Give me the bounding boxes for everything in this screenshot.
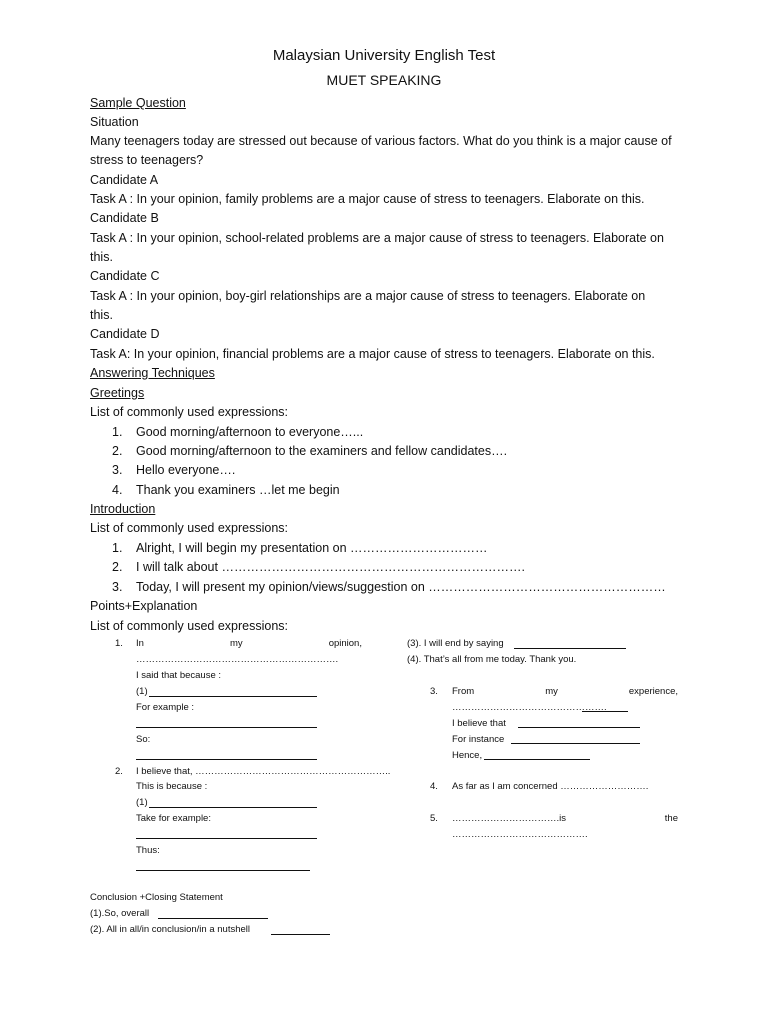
point-1-reason-blank (149, 696, 317, 697)
candidate-a-task: Task A : In your opinion, family problems are a major cause of stress to teenagers. Elaborate on this. (90, 192, 645, 206)
point-3-instance-blank (511, 743, 640, 744)
ending-4-text: (4). That’s all from me today. Thank you. (407, 654, 577, 665)
greeting-item: Hello everyone…. (136, 463, 236, 477)
point-1-opening (136, 638, 362, 650)
conclusion-1-label: (1).So, overall (90, 908, 150, 919)
point-3-hence-blank (484, 759, 590, 760)
candidate-d-label: Candidate D (90, 327, 160, 341)
page-subtitle: MUET SPEAKING (326, 72, 442, 88)
situation-label: Situation (90, 115, 139, 129)
point-3-believe-blank (518, 727, 640, 728)
introduction-item: I will talk about ………………………………………………………………. (136, 560, 525, 574)
point-1-reason-label: (1) (136, 686, 148, 697)
greeting-item: Good morning/afternoon to everyone…... (136, 425, 364, 439)
point-2-believe: I believe that, …………………………………………………….. (136, 766, 391, 777)
point-2-reason-blank (149, 807, 317, 808)
introduction-number: 1. (112, 541, 123, 555)
point-1-word: In (136, 638, 144, 649)
conclusion-2-label: (2). All in all/in conclusion/in a nutshell (90, 924, 251, 935)
introduction-heading: Introduction (90, 502, 156, 516)
point-1-number: 1. (115, 638, 123, 649)
point-5-word: …………………………….is (452, 813, 566, 824)
point-1-example-label: For example : (136, 702, 195, 713)
point-2-thus-label: Thus: (136, 845, 160, 856)
point-4-text: As far as I am concerned ………………………. (452, 781, 649, 792)
point-2-number: 2. (115, 766, 123, 777)
introduction-intro: List of commonly used expressions: (90, 521, 289, 535)
point-4-number: 4. (430, 781, 438, 792)
greetings-intro: List of commonly used expressions: (90, 405, 289, 419)
greeting-number: 4. (112, 483, 123, 497)
point-2-thus-blank (136, 870, 310, 871)
candidate-c-label: Candidate C (90, 269, 160, 283)
greeting-number: 3. (112, 463, 123, 477)
greetings-heading: Greetings (90, 386, 145, 400)
point-1-word: my (229, 638, 243, 649)
point-1-so-blank (136, 759, 317, 760)
point-1-example-blank (136, 727, 317, 728)
point-5-dots: ……………………………………. (452, 829, 588, 840)
ending-3-label: (3). I will end by saying (407, 638, 504, 649)
candidate-b-label: Candidate B (90, 211, 159, 225)
candidate-a-label: Candidate A (90, 173, 159, 187)
point-3-word: From (452, 686, 475, 697)
points-explanation-heading: Points+Explanation (90, 599, 198, 613)
introduction-number: 3. (112, 580, 123, 594)
candidate-c-task-line-2: this. (90, 308, 113, 322)
point-3-word: my (545, 686, 558, 697)
point-3-number: 3. (430, 686, 438, 697)
situation-line-2: stress to teenagers? (90, 153, 204, 167)
point-2-example-label: Take for example: (136, 813, 211, 824)
sample-question-heading: Sample Question (90, 96, 186, 110)
point-5-number: 5. (430, 813, 438, 824)
candidate-c-task-line-1: Task A : In your opinion, boy-girl relationships are a major cause of stress to teenagers. Elaborate on (90, 289, 646, 303)
candidate-d-task: Task A: In your opinion, financial problems are a major cause of stress to teenagers. Elaborate on this. (90, 347, 655, 361)
greeting-item: Good morning/afternoon to the examiners and fellow candidates…. (136, 444, 508, 458)
introduction-item: Alright, I will begin my presentation on …………………………… (136, 541, 488, 555)
conclusion-1-blank (158, 918, 268, 919)
introduction-number: 2. (112, 560, 123, 574)
conclusion-heading: Conclusion +Closing Statement (90, 892, 223, 903)
ending-3-blank (514, 648, 626, 649)
point-1-word: opinion, (328, 638, 362, 649)
situation-line-1: Many teenagers today are stressed out because of various factors. What do you think is a major cause of (90, 134, 672, 148)
point-1-because: I said that because : (136, 670, 222, 681)
answering-techniques-heading: Answering Techniques (90, 366, 215, 380)
point-2-example-blank (136, 838, 317, 839)
point-3-opening (452, 686, 678, 698)
point-1-dots: ………………………………………………………. (136, 654, 339, 665)
page-title: Malaysian University English Test (272, 47, 496, 64)
point-3-dots: …………………………………………. (452, 702, 607, 713)
point-3-instance-label: For instance (452, 734, 505, 745)
point-5-opening (452, 813, 678, 825)
point-2-because: This is because : (136, 781, 208, 792)
point-3-dots-blank (582, 711, 628, 712)
conclusion-2-blank (271, 934, 330, 935)
point-1-so-label: So: (136, 734, 151, 745)
point-5-word: the (664, 813, 678, 824)
greeting-item: Thank you examiners …let me begin (136, 483, 340, 497)
introduction-item: Today, I will present my opinion/views/suggestion on ………………………………………………… (136, 580, 666, 594)
candidate-b-task-line-1: Task A : In your opinion, school-related problems are a major cause of stress to teenagers. Elaborate on (90, 231, 664, 245)
point-2-reason-label: (1) (136, 797, 148, 808)
point-3-believe-label: I believe that (452, 718, 506, 729)
point-3-word: experience, (628, 686, 678, 697)
points-explanation-intro: List of commonly used expressions: (90, 619, 289, 633)
point-3-hence-label: Hence, (452, 750, 483, 761)
candidate-b-task-line-2: this. (90, 250, 113, 264)
greeting-number: 1. (112, 425, 123, 439)
greeting-number: 2. (112, 444, 123, 458)
